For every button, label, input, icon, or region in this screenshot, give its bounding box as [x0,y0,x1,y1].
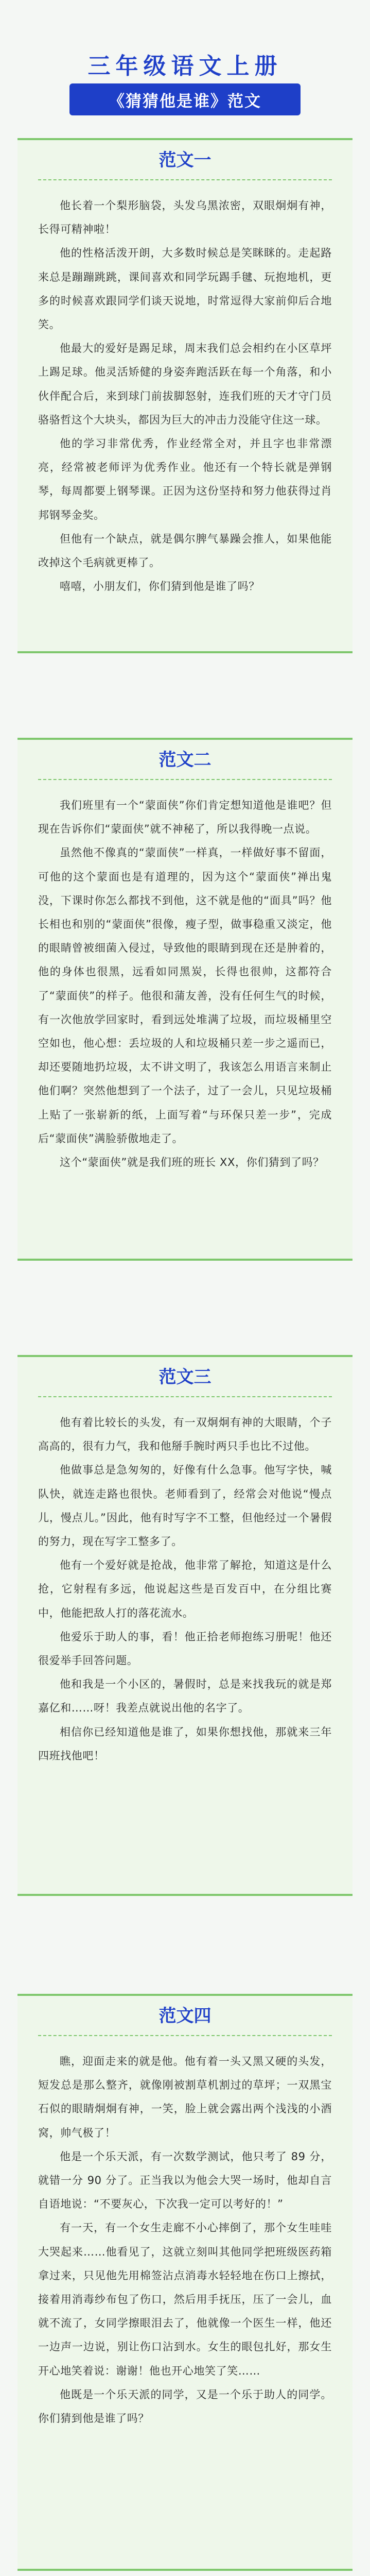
essay-paragraph: 这个“蒙面侠”就是我们班的班长 XX，你们猜到了吗？ [60,1156,324,1169]
essay-card-3 [17,1355,353,1896]
essay-paragraph: 他有着比较长的头发，有一双炯炯有神的大眼睛，个子高高的，很有力气，我和他掰手腕时两只手也比不过他。 [38,1416,332,1453]
essay-title: 范文二 [158,750,212,770]
essay-paragraph: 他爱乐于助人的事，看！他正拾老师抱练习册呢！他还很爱举手回答问题。 [38,1630,332,1667]
essay-paragraph: 他的性格活泼开朗，大多数时候总是笑眯眯的。走起路来总是蹦蹦跳跳，课间喜欢和同学玩踢手毽、玩抱地机，更多的时候喜欢跟同学们谈天说地，时常逗得大家前仰后合地笑。 [38,247,332,331]
essay-title: 范文三 [158,1367,212,1387]
essay-paragraph: 他的学习非常优秀，作业经常全对，并且字也非常漂亮，经常被老师评为优秀作业。他还有一个特长就是弹钢琴，每周都要上钢琴课。正因为这份坚持和努力他获得过肖邦钢琴金奖。 [38,437,332,521]
essay-paragraph: 我们班里有一个“蒙面侠”你们肯定想知道他是谁吧？但现在告诉你们“蒙面侠”就不神秘了，所以我得晚一点说。 [38,799,332,836]
essay-card-2 [17,738,353,1261]
essay-body [17,2036,353,2441]
essay-card-1 [17,138,353,653]
page-title: 三年级语文上册 [87,53,283,79]
essay-body [17,780,353,1184]
essay-paragraph: 他最大的爱好是踢足球，周末我们总会相约在小区草坪上踢足球。他灵活矫健的身姿奔跑活跃在每一个角落，和小伙伴配合后，来到球门前拔脚怒射，连我们班的天才守门员骆骆哲这个大块头，都因为巨大的冲击力没能守住这一球。 [38,342,332,426]
essay-paragraph: 嘻嘻，小朋友们，你们猜到他是谁了吗？ [60,580,260,593]
subtitle-text: 《猜猜他是谁》范文 [109,92,261,111]
essay-paragraph: 瞧，迎面走来的就是他。他有着一头又黑又硬的头发，短发总是那么整齐，就像刚被割草机割过的草坪；一双黑宝石似的眼睛炯炯有神，一笑，脸上就会露出两个浅浅的小酒窝，帅气极了！ [38,2055,332,2139]
essay-body [17,180,353,608]
essay-title: 范文一 [158,150,212,171]
subtitle-banner [69,83,301,115]
essay-paragraph: 有一天，有一个女生走廊不小心摔倒了，那个女生哇哇大哭起来……他看见了，这就立刻叫其他同学把班级医药箱拿过来，只见他先用棉签沾点消毒水轻轻地在伤口上擦拭，接着用消毒纱布包了伤口，然后用手抚压，压了一会儿，血就不流了，女同学擦眼泪去了，他就像一个医生一样，他还一边声一边说，别让伤口沾到水。女生的眼包扎好，那女生开心地笑着说：谢谢！他也开心地笑了笑…… [38,2222,332,2377]
essay-paragraph: 他长着一个梨形脑袋，头发乌黑浓密，双眼炯炯有神，长得可精神啦！ [38,199,332,236]
essay-title: 范文四 [158,2006,212,2026]
essay-paragraph: 相信你已经知道他是谁了，如果你想找他，那就来三年四班找他吧！ [38,1725,332,1762]
essay-paragraph: 他有一个爱好就是抢战，他非常了解抢，知道这是什么抢，它射程有多远，他说起这些是百发百中，在分组比赛中，他能把敌人打的落花流水。 [38,1559,332,1619]
essay-body [17,1397,353,1778]
essay-paragraph: 但他有一个缺点，就是偶尔脾气暴躁会推人，如果他能改掉这个毛病就更棒了。 [38,532,332,569]
essay-paragraph: 他是一个乐天派，有一次数学测试，他只考了 89 分，就错一分 90 分了。正当我以为他会大哭一场时，他却自言自语地说：“不要灰心，下次我一定可以考好的！” [38,2150,332,2211]
essay-paragraph: 他做事总是急匆匆的，好像有什么急事。他写字快，喊队快，就连走路也很快。老师看到了，经常会对他说“慢点儿，慢点儿。”因此，他有时写字不工整，但他经过一个暑假的努力，现在写字工整多了。 [38,1464,332,1548]
essay-paragraph: 虽然他不像真的“蒙面侠”一样真，一样做好事不留面，可他的这个蒙面也是有道理的，因为这个“蒙面侠”禅出鬼没，下课时你怎么都找不到他，这不就是他的“面具”吗？他长相也和别的“蒙面侠”很像，瘦子型，做事稳重又淡定，他的眼睛曾被细菌入侵过，导致他的眼睛到现在还是肿着的，他的身体也很黑，远看如同黑炭，长得也很帅，这都符合了“蒙面侠”的样子。他很和蒲友善，没有任何生气的时候，有一次他放学回家时，看到远处堆满了垃圾，而垃圾桶里空空如也，他心想：丢垃圾的人和垃圾桶只差一步之遥而已，却还要随地扔垃圾，太不讲文明了，我该怎么用语言来制止他们啊？突然他想到了一个法子，过了一会儿，只见垃圾桶上贴了一张崭新的纸，上面写着“与环保只差一步”，完成后“蒙面侠”满脸骄傲地走了。 [38,846,332,1145]
essay-paragraph: 他既是一个乐天派的同学，又是一个乐于助人的同学。你们猜到他是谁了吗？ [38,2388,332,2425]
essay-paragraph: 他和我是一个小区的，暑假时，总是来找我玩的就是郑嘉亿和……呀！我差点就说出他的名字了。 [38,1678,332,1715]
essay-card-4 [17,1994,353,2571]
